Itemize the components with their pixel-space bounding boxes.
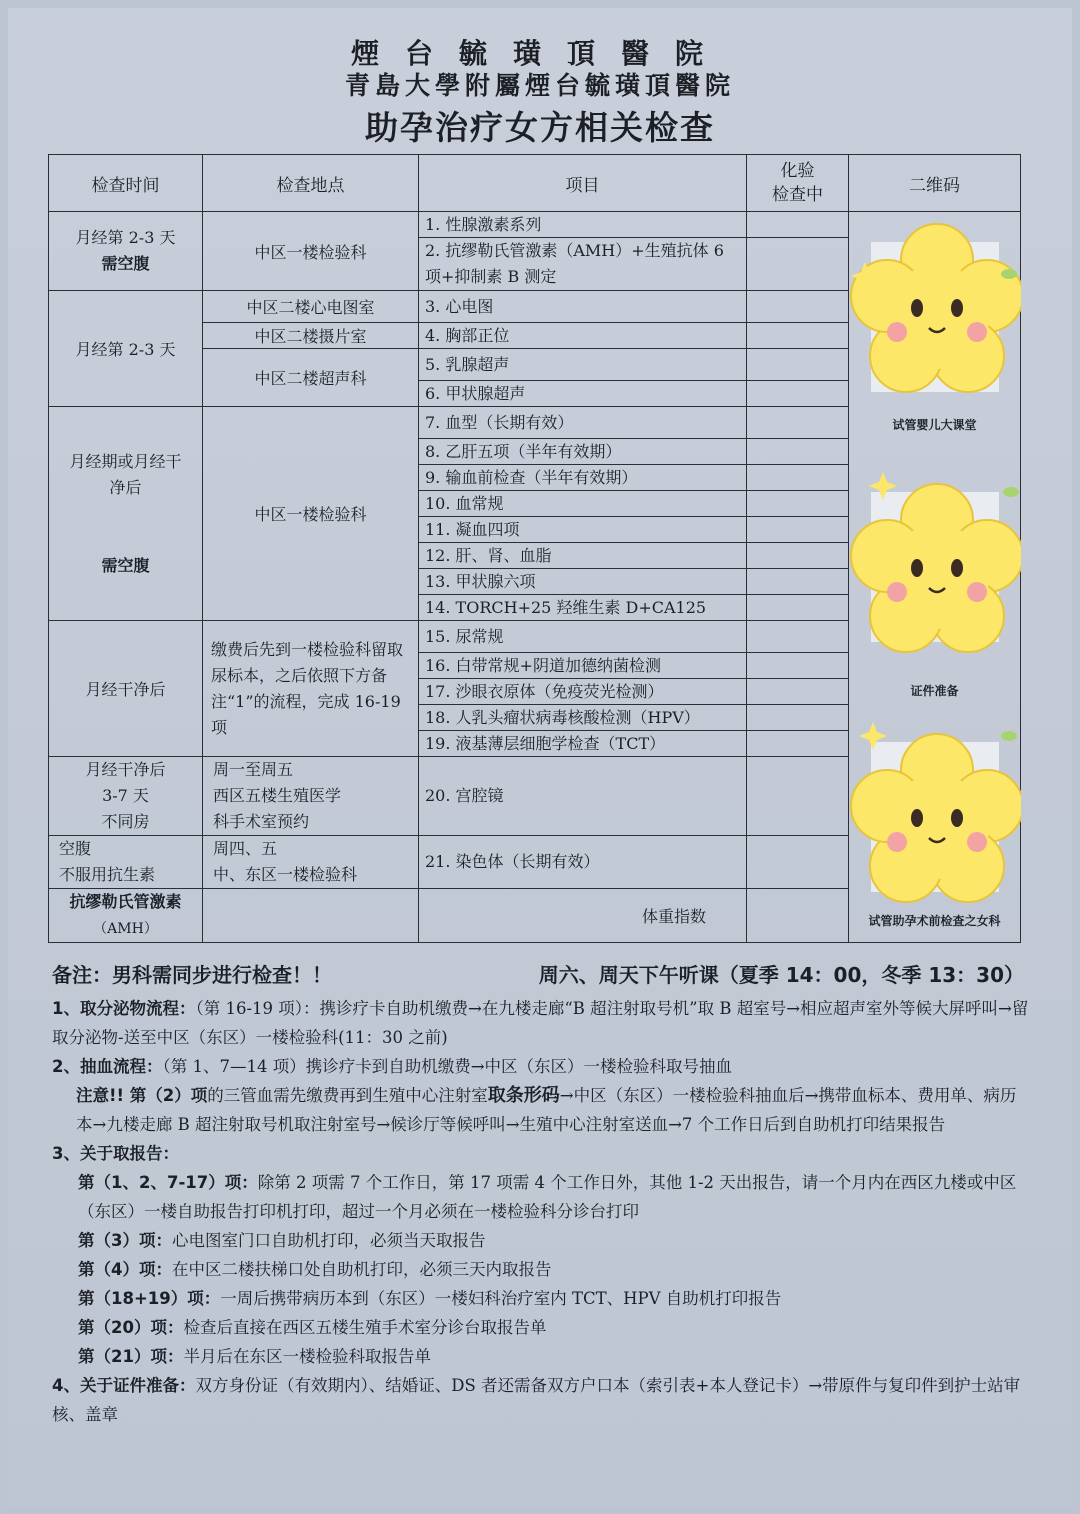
table-row <box>49 212 1021 238</box>
note-3-line: 第（18+19）项：一周后携带病历本到（东区）一楼妇科治疗室内 TCT、HPV 自助机打印报告 <box>78 1289 782 1308</box>
remark-lecture: 周六、周天下午听课（夏季 14：00，冬季 13：30） <box>538 963 1024 987</box>
item-cell: 10. 血常规 <box>419 491 747 517</box>
note-3-line: 第（1、2、7-17）项：除第 2 项需 7 个工作日，第 17 项需 4 个工作日外，其他 1-2 天出报告，请一个月内在西区九楼或中区（东区）一楼自助报告打印机打印，超过一个月必须在一楼检验科分诊台打印 <box>78 1173 1017 1221</box>
item-cell: 15. 尿常规 <box>419 621 747 653</box>
item-cell: 11. 凝血四项 <box>419 517 747 543</box>
location-cell: 中区二楼摄片室 <box>203 323 419 349</box>
lab-cell <box>747 543 849 569</box>
note-3-line: 第（3）项：心电图室门口自助机打印，必须当天取报告 <box>78 1231 486 1250</box>
lab-cell <box>747 836 849 889</box>
flower-sticker-icon <box>849 462 1021 712</box>
time-cell: 月经期或月经干 净后 需空腹 <box>49 407 203 621</box>
header-time: 检查时间 <box>49 155 203 212</box>
table-header-row <box>49 155 1021 212</box>
lab-cell <box>747 621 849 653</box>
location-cell: 周一至周五 西区五楼生殖医学 科手术室预约 <box>203 757 419 836</box>
item-cell: 19. 液基薄层细胞学检查（TCT） <box>419 731 747 757</box>
lab-cell <box>747 291 849 323</box>
item-cell: 12. 肝、肾、血脂 <box>419 543 747 569</box>
header-location: 检查地点 <box>203 155 419 212</box>
item-cell: 6. 甲状腺超声 <box>419 381 747 407</box>
item-cell: 17. 沙眼衣原体（免疫荧光检测） <box>419 679 747 705</box>
time-cell: 月经第 2-3 天 需空腹 <box>49 212 203 291</box>
location-cell: 周四、五 中、东区一楼检验科 <box>203 836 419 889</box>
item-cell: 8. 乙肝五项（半年有效期） <box>419 439 747 465</box>
item-cell: 1. 性腺激素系列 <box>419 212 747 238</box>
lab-cell <box>747 757 849 836</box>
document-title: 助孕治疗女方相关检查 <box>365 108 715 147</box>
lab-cell <box>747 679 849 705</box>
lab-cell <box>747 731 849 757</box>
lab-cell <box>747 439 849 465</box>
item-cell: 7. 血型（长期有效） <box>419 407 747 439</box>
lab-cell <box>747 705 849 731</box>
item-cell: 13. 甲状腺六项 <box>419 569 747 595</box>
qr-block-1 <box>849 212 1020 462</box>
header-qr: 二维码 <box>849 155 1021 212</box>
qr-block-2 <box>849 462 1020 712</box>
item-cell: 3. 心电图 <box>419 291 747 323</box>
note-3-line: 第（20）项：检查后直接在西区五楼生殖手术室分诊台取报告单 <box>78 1318 547 1337</box>
time-cell: 空腹 不服用抗生素 <box>49 836 203 889</box>
lab-cell <box>747 889 849 943</box>
location-cell: 中区一楼检验科 <box>203 407 419 621</box>
location-cell: 缴费后先到一楼检验科留取尿标本，之后依照下方备注“1”的流程，完成 16-19 项 <box>203 621 419 757</box>
note-2-caution: 注意!! 第（2）项的三管血需先缴费再到生殖中心注射室取条形码→中区（东区）一楼检验科抽血后→携带血标本、费用单、病历本→九楼走廊 B 超注射取号机取注射室号→候诊厅等候呼叫→生殖中心注射室送血→7 个工作日后到自助机打印结果报告 <box>76 1085 1017 1134</box>
note-4: 4、关于证件准备：双方身份证（有效期内）、结婚证、DS 者还需备双方户口本（索引表+本人登记卡）→带原件与复印件到护士站审核、盖章 <box>52 1376 1021 1424</box>
lab-cell <box>747 212 849 238</box>
lab-cell <box>747 517 849 543</box>
remark-line <box>52 960 1024 990</box>
remark-male: 备注：男科需同步进行检查！！ <box>52 963 332 987</box>
note-2: 2、抽血流程：（第 1、7—14 项）携诊疗卡到自助机缴费→中区（东区）一楼检验科取号抽血 <box>52 1057 733 1076</box>
time-cell: 月经第 2-3 天 <box>49 291 203 407</box>
lab-cell <box>747 595 849 621</box>
time-cell: 月经干净后 <box>49 621 203 757</box>
lab-cell <box>747 569 849 595</box>
notes-section <box>52 960 1032 1429</box>
item-cell: 18. 人乳头瘤状病毒核酸检测（HPV） <box>419 705 747 731</box>
qr-column <box>849 212 1021 943</box>
item-cell: 5. 乳腺超声 <box>419 349 747 381</box>
flower-sticker-icon <box>849 712 1021 942</box>
location-cell <box>203 889 419 943</box>
qr-caption: 试管婴儿大课堂 <box>892 418 977 432</box>
time-cell: 抗缪勒氏管激素 （AMH） <box>49 889 203 943</box>
hospital-affiliation: 青島大學附屬煙台毓璜頂醫院 <box>344 71 735 100</box>
item-cell: 9. 输血前检查（半年有效期） <box>419 465 747 491</box>
qr-caption: 试管助孕术前检查之女科 <box>868 914 1001 928</box>
location-cell: 中区一楼检验科 <box>203 212 419 291</box>
time-cell: 月经干净后 3-7 天 不同房 <box>49 757 203 836</box>
qr-caption: 证件准备 <box>910 684 959 698</box>
item-cell: 4. 胸部正位 <box>419 323 747 349</box>
item-cell: 16. 白带常规+阴道加德纳菌检测 <box>419 653 747 679</box>
note-3-line: 第（21）项：半月后在东区一楼检验科取报告单 <box>78 1347 431 1366</box>
item-cell: 2. 抗缪勒氏管激素（AMH）+生殖抗体 6 项+抑制素 B 测定 <box>419 238 747 291</box>
location-cell: 中区二楼超声科 <box>203 349 419 407</box>
item-cell: 体重指数 <box>419 889 747 943</box>
header-lab: 化验 检查中 <box>747 155 849 212</box>
hospital-name-traditional: 煙台毓璜頂醫院 <box>350 37 729 70</box>
lab-cell <box>747 491 849 517</box>
lab-cell <box>747 407 849 439</box>
item-cell: 21. 染色体（长期有效） <box>419 836 747 889</box>
lab-cell <box>747 653 849 679</box>
lab-cell <box>747 238 849 291</box>
location-cell: 中区二楼心电图室 <box>203 291 419 323</box>
header-item: 项目 <box>419 155 747 212</box>
item-cell: 20. 宫腔镜 <box>419 757 747 836</box>
note-3: 3、关于取报告： <box>52 1144 179 1163</box>
note-3-line: 第（4）项：在中区二楼扶梯口处自助机打印，必须三天内取报告 <box>78 1260 552 1279</box>
item-cell: 14. TORCH+25 羟维生素 D+CA125 <box>419 595 747 621</box>
lab-cell <box>747 349 849 381</box>
qr-block-3 <box>849 712 1020 942</box>
lab-cell <box>747 465 849 491</box>
lab-cell <box>747 381 849 407</box>
exam-table <box>48 154 1021 943</box>
lab-cell <box>747 323 849 349</box>
note-1: 1、取分泌物流程：（第 16-19 项）：携诊疗卡自助机缴费→在九楼走廊“B 超注射取号机”取 B 超室号→相应超声室外等候大屏呼叫→留取分泌物-送至中区（东区）一楼检验科(11：30 之前) <box>52 999 1029 1047</box>
